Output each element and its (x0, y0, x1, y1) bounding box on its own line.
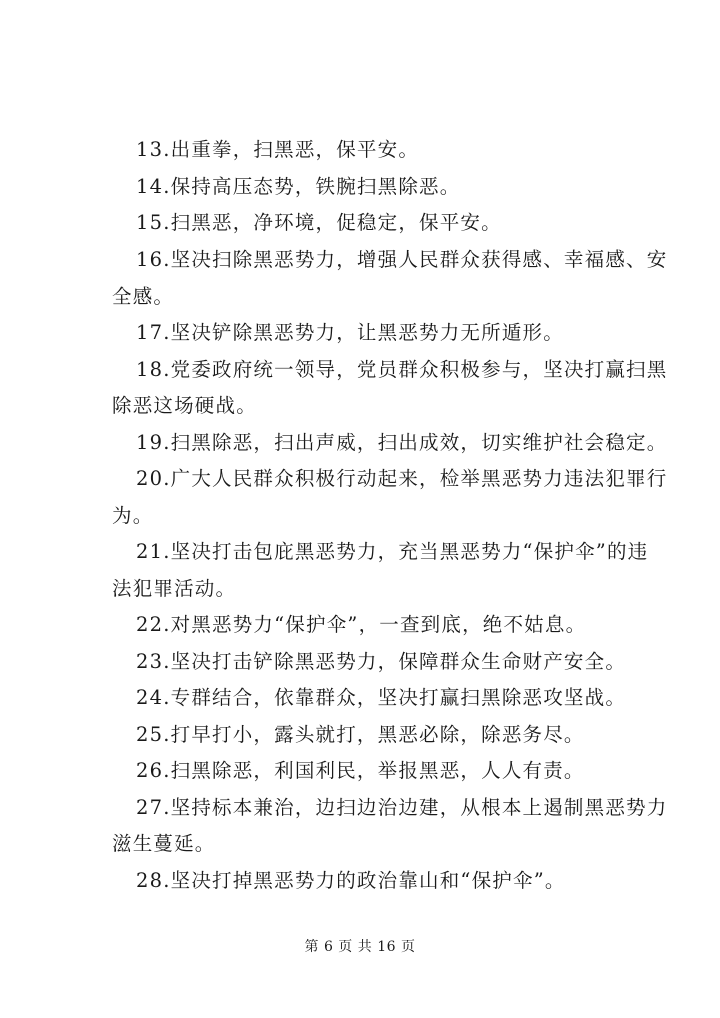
item-text: 打早打小，露头就打，黑恶必除，除恶务尽。 (170, 723, 585, 746)
item-17 (136, 321, 564, 345)
item-text: 扫黑恶，净环境，促稳定，保平安。 (170, 211, 502, 234)
item-13 (136, 138, 419, 162)
item-24 (136, 686, 626, 710)
item-number: 18. (136, 358, 171, 381)
item-number: 25. (136, 723, 171, 746)
item-number: 17. (136, 321, 171, 344)
item-21 (136, 540, 648, 564)
item-number: 24. (136, 686, 171, 709)
item-21-continuation: 法犯罪活动。 (112, 577, 237, 600)
item-number: 20. (136, 467, 171, 490)
item-number: 23. (136, 650, 171, 673)
item-text: 广大人民群众积极行动起来，检举黑恶势力违法犯罪行 (170, 467, 668, 490)
item-18-continuation: 除恶这场硬战。 (112, 394, 257, 417)
item-19 (136, 431, 667, 455)
item-number: 27. (136, 796, 171, 819)
page-footer: 第 6 页 共 16 页 (304, 939, 416, 955)
item-number: 28. (136, 869, 171, 892)
item-number: 16. (136, 248, 171, 271)
item-18 (136, 358, 667, 382)
item-16 (136, 248, 667, 272)
item-number: 14. (136, 175, 171, 198)
item-26 (136, 759, 585, 783)
item-text: 出重拳，扫黑恶，保平安。 (170, 138, 420, 161)
item-text: 坚决打掉黑恶势力的政治靠山和“保护伞”。 (170, 869, 566, 892)
item-14 (136, 175, 460, 199)
item-number: 15. (136, 211, 171, 234)
item-22 (136, 613, 586, 637)
item-25 (136, 723, 585, 747)
item-23 (136, 650, 626, 674)
item-16-continuation: 全感。 (112, 285, 175, 308)
item-number: 21. (136, 540, 171, 563)
item-text: 坚决打击铲除黑恶势力，保障群众生命财产安全。 (170, 650, 627, 673)
item-text: 坚决打击包庇黑恶势力，充当黑恶势力“保护伞”的违 (170, 540, 649, 563)
item-27 (136, 796, 667, 820)
item-number: 22. (136, 613, 171, 636)
item-20 (136, 467, 667, 491)
item-number: 26. (136, 759, 171, 782)
item-text: 扫黑除恶，利国利民，举报黑恶，人人有责。 (170, 759, 585, 782)
item-15 (136, 211, 502, 235)
item-text: 坚决铲除黑恶势力，让黑恶势力无所遁形。 (170, 321, 564, 344)
item-text: 坚持标本兼治，边扫边治边建，从根本上遏制黑恶势力 (170, 796, 668, 819)
item-text: 党委政府统一领导，党员群众积极参与，坚决打赢扫黑 (170, 358, 668, 381)
item-text: 对黑恶势力“保护伞”，一查到底，绝不姑息。 (170, 613, 587, 636)
item-27-continuation: 滋生蔓延。 (112, 832, 216, 855)
item-number: 19. (136, 431, 171, 454)
item-text: 扫黑除恶，扫出声威，扫出成效，切实维护社会稳定。 (170, 431, 668, 454)
item-20-continuation: 为。 (112, 504, 154, 527)
item-text: 保持高压态势，铁腕扫黑除恶。 (170, 175, 461, 198)
item-28 (136, 869, 566, 893)
item-text: 坚决扫除黑恶势力，增强人民群众获得感、幸福感、安 (170, 248, 668, 271)
item-number: 13. (136, 138, 171, 161)
item-text: 专群结合，依靠群众，坚决打赢扫黑除恶攻坚战。 (170, 686, 627, 709)
